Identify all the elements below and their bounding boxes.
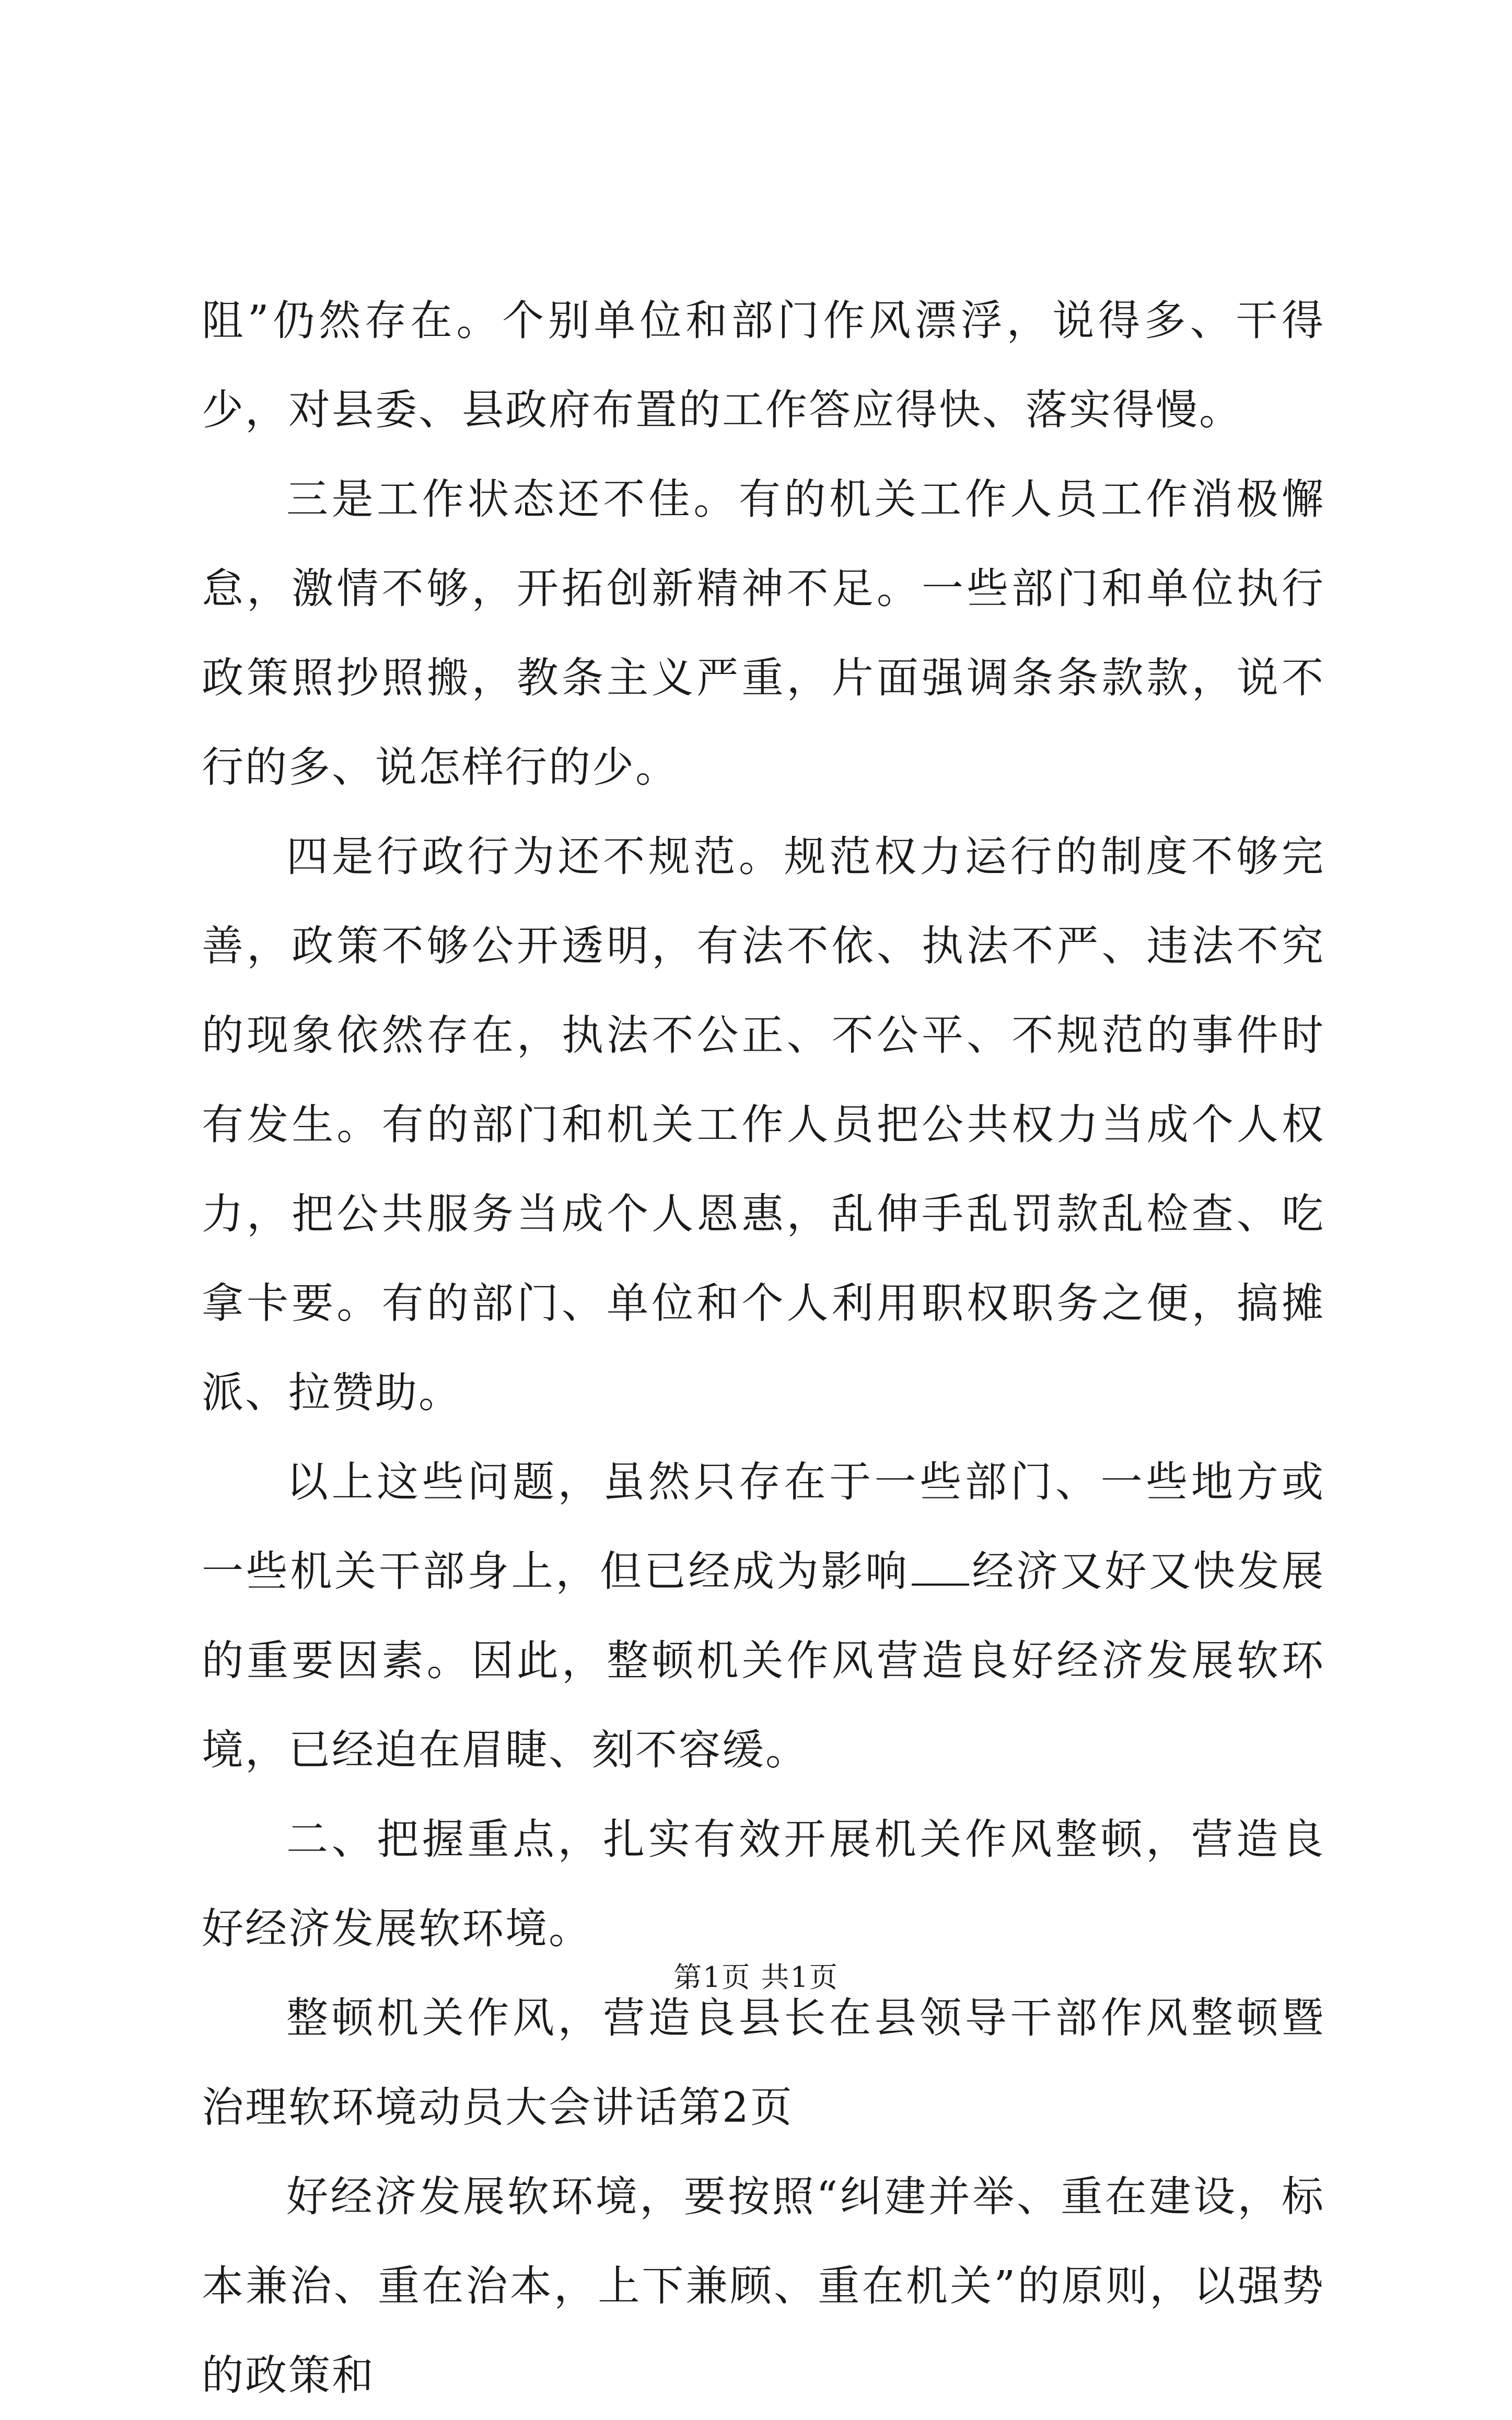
page-number-label: 第1页 共1页 bbox=[673, 1961, 839, 1994]
paragraph-2: 三是工作状态还不佳。有的机关工作人员工作消极懈怠，激情不够，开拓创新精神不足。一些部门和单位执行政策照抄照搬，教条主义严重，片面强调条条款款，说不行的多、说怎样行的少。 bbox=[202, 475, 1325, 792]
paragraph-4-part-1: 以上这些问题，虽然只存在于一些部门、一些地方或一些机关干部身上，但已经成为影响 bbox=[202, 1458, 1325, 1596]
page-footer bbox=[0, 1955, 1512, 1995]
document-body bbox=[202, 276, 1325, 2420]
paragraph-7: 好经济发展软环境，要按照“纠建并举、重在建设，标本兼治、重在治本，上下兼顾、重在机关”的原则，以强势的政策和 bbox=[202, 2172, 1325, 2400]
paragraph-4 bbox=[202, 1437, 1325, 1795]
paragraph-3: 四是行政行为还不规范。规范权力运行的制度不够完善，政策不够公开透明，有法不依、执法不严、违法不究的现象依然存在，执法不公正、不公平、不规范的事件时有发生。有的部门和机关工作人员把公共权力当成个人权力，把公共服务当成个人恩惠，乱伸手乱罚款乱检查、吃拿卡要。有的部门、单位和个人利用职权职务之便，搞摊派、拉赞助。 bbox=[202, 832, 1325, 1417]
paragraph-5: 二、把握重点，扎实有效开展机关作风整顿，营造良好经济发展软环境。 bbox=[202, 1815, 1325, 1953]
paragraph-1: 阻”仍然存在。个别单位和部门作风漂浮，说得多、干得少，对县委、县政府布置的工作答应得快、落实得慢。 bbox=[202, 296, 1325, 434]
paragraph-6: 整顿机关作风，营造良县长在县领导干部作风整顿暨治理软环境动员大会讲话第2页 bbox=[202, 1994, 1325, 2132]
blank-underline bbox=[912, 1552, 969, 1586]
paragraph-4-part-2: 经济又好又快发展的重要因素。因此，整顿机关作风营造良好经济发展软环境，已经迫在眉睫、刻不容缓。 bbox=[202, 1547, 1325, 1774]
